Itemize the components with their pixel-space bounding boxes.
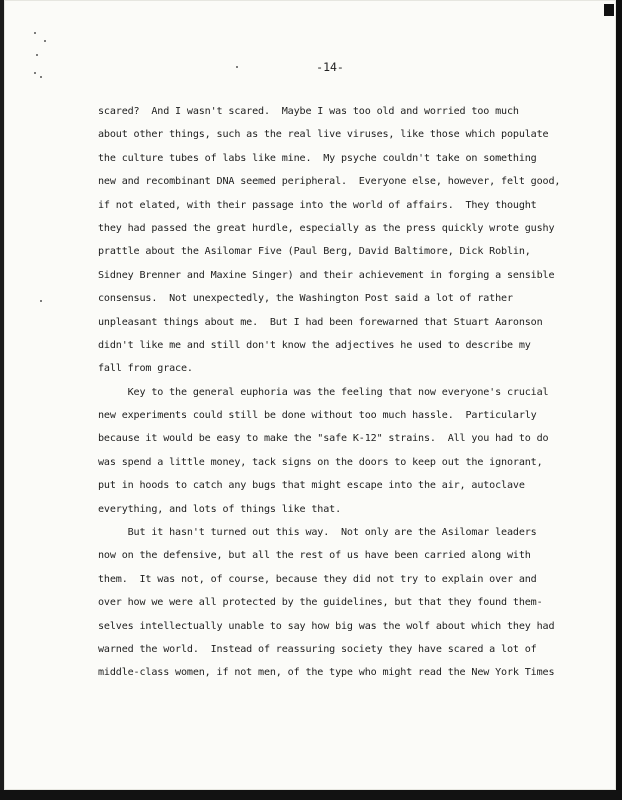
text-line: But it hasn't turned out this way. Not only are the Asilomar leaders xyxy=(98,527,537,539)
corner-mark xyxy=(604,4,614,16)
text-line: new and recombinant DNA seemed peripheral. Everyone else, however, felt good, xyxy=(98,176,561,188)
text-line: new experiments could still be done without too much hassle. Particularly xyxy=(98,410,537,422)
speck xyxy=(40,300,42,302)
text-line: scared? And I wasn't scared. Maybe I was too old and worried too much xyxy=(98,106,519,117)
text-line: if not elated, with their passage into the world of affairs. They thought xyxy=(98,199,537,211)
text-line: they had passed the great hurdle, especially as the press quickly wrote gushy xyxy=(98,222,555,234)
text-line: prattle about the Asilomar Five (Paul Berg, David Baltimore, Dick Roblin, xyxy=(98,246,531,258)
text-line: was spend a little money, tack signs on the doors to keep out the ignorant, xyxy=(98,456,543,468)
text-line: about other things, such as the real live viruses, like those which populate xyxy=(98,129,549,141)
text-line: over how we were all protected by the guidelines, but that they found them- xyxy=(98,597,543,609)
text-line: because it would be easy to make the "safe K-12" strains. All you had to do xyxy=(98,433,549,445)
speck xyxy=(40,76,42,78)
text-line: consensus. Not unexpectedly, the Washington Post said a lot of rather xyxy=(98,293,513,305)
text-line: Key to the general euphoria was the feeling that now everyone's crucial xyxy=(98,386,549,398)
text-line: fall from grace. xyxy=(98,363,193,375)
text-line: put in hoods to catch any bugs that might escape into the air, autoclave xyxy=(98,480,525,492)
text-line: Sidney Brenner and Maxine Singer) and their achievement in forging a sensible xyxy=(98,269,555,281)
text-line: the culture tubes of labs like mine. My psyche couldn't take on something xyxy=(98,152,537,164)
text-line: selves intellectually unable to say how big was the wolf about which they had xyxy=(98,620,555,632)
text-line: unpleasant things about me. But I had been forewarned that Stuart Aaronson xyxy=(98,316,543,328)
scan-edge-right xyxy=(616,0,622,800)
text-line: warned the world. Instead of reassuring society they have scared a lot of xyxy=(98,643,537,655)
text-line: didn't like me and still don't know the adjectives he used to describe my xyxy=(98,339,531,351)
text-line: everything, and lots of things like that. xyxy=(98,503,342,515)
scan-edge-bottom xyxy=(0,790,622,800)
document-page xyxy=(4,0,616,790)
speck xyxy=(34,32,36,34)
text-line: now on the defensive, but all the rest of us have been carried along with xyxy=(98,550,531,562)
text-line: them. It was not, of course, because they did not try to explain over and xyxy=(98,573,537,585)
text-line: middle-class women, if not men, of the type who might read the New York Times xyxy=(98,667,555,679)
page-number: -14- xyxy=(316,60,344,74)
speck xyxy=(44,40,46,42)
body-text xyxy=(98,100,568,685)
speck xyxy=(36,54,38,56)
